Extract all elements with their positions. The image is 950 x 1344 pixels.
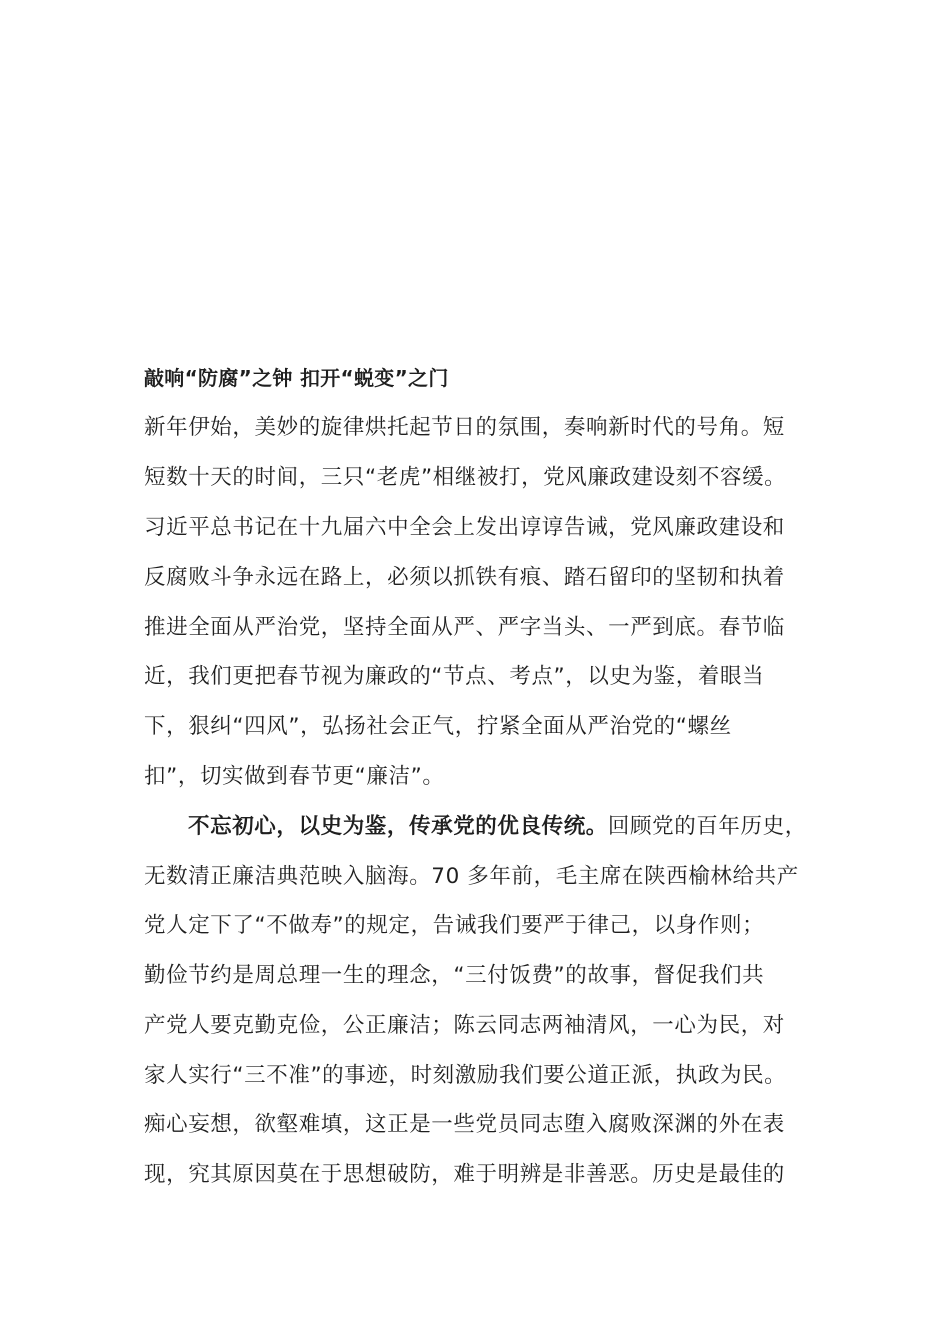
paragraph-2-line: 痴心妄想，欲壑难填，这正是一些党员同志堕入腐败深渊的外在表: [144, 1112, 785, 1137]
paragraph-1-line: 新年伊始，美妙的旋律烘托起节日的氛围，奏响新时代的号角。短: [144, 415, 785, 440]
paragraph-2-line: 产党人要克勤克俭，公正廉洁；陈云同志两袖清风，一心为民，对: [144, 1013, 785, 1038]
paragraph-1-line: 近，我们更把春节视为廉政的“节点、考点”，以史为鉴，着眼当: [144, 664, 765, 689]
paragraph-2-lead: 不忘初心，以史为鉴，传承党的优良传统。: [188, 814, 608, 839]
paragraph-2-line: 党人定下了“不做寿”的规定，告诫我们要严于律己，以身作则；: [144, 913, 765, 938]
paragraph-2-first-line: [188, 812, 807, 842]
paragraph-2-line: 无数清正廉洁典范映入脑海。70 多年前，毛主席在陕西榆林给共产: [144, 864, 799, 889]
paragraph-2-line: 现，究其原因莫在于思想破防，难于明辨是非善恶。历史是最佳的: [144, 1162, 785, 1187]
paragraph-2-line: 勤俭节约是周总理一生的理念，“三付饭费”的故事，督促我们共: [144, 963, 765, 988]
paragraph-1-line: 反腐败斗争永远在路上，必须以抓铁有痕、踏石留印的坚韧和执着: [144, 565, 785, 590]
paragraph-2-line: 家人实行“三不准”的事迹，时刻激励我们要公道正派，执政为民。: [144, 1063, 787, 1088]
paragraph-1-line: 短数十天的时间，三只“老虎”相继被打，党风廉政建设刻不容缓。: [144, 465, 787, 490]
paragraph-1-line: 扣”，切实做到春节更“廉洁”。: [144, 764, 445, 789]
paragraph-1-line: 下，狠纠“四风”，弘扬社会正气，拧紧全面从严治党的“螺丝: [144, 714, 732, 739]
document-title: 敲响“防腐”之钟 扣开“蜕变”之门: [144, 366, 449, 390]
paragraph-2-first-rest: 回顾党的百年历史，: [607, 814, 807, 839]
paragraph-1-line: 推进全面从严治党，坚持全面从严、严字当头、一严到底。春节临: [144, 615, 785, 640]
paragraph-1-line: 习近平总书记在十九届六中全会上发出谆谆告诫，党风廉政建设和: [144, 515, 785, 540]
